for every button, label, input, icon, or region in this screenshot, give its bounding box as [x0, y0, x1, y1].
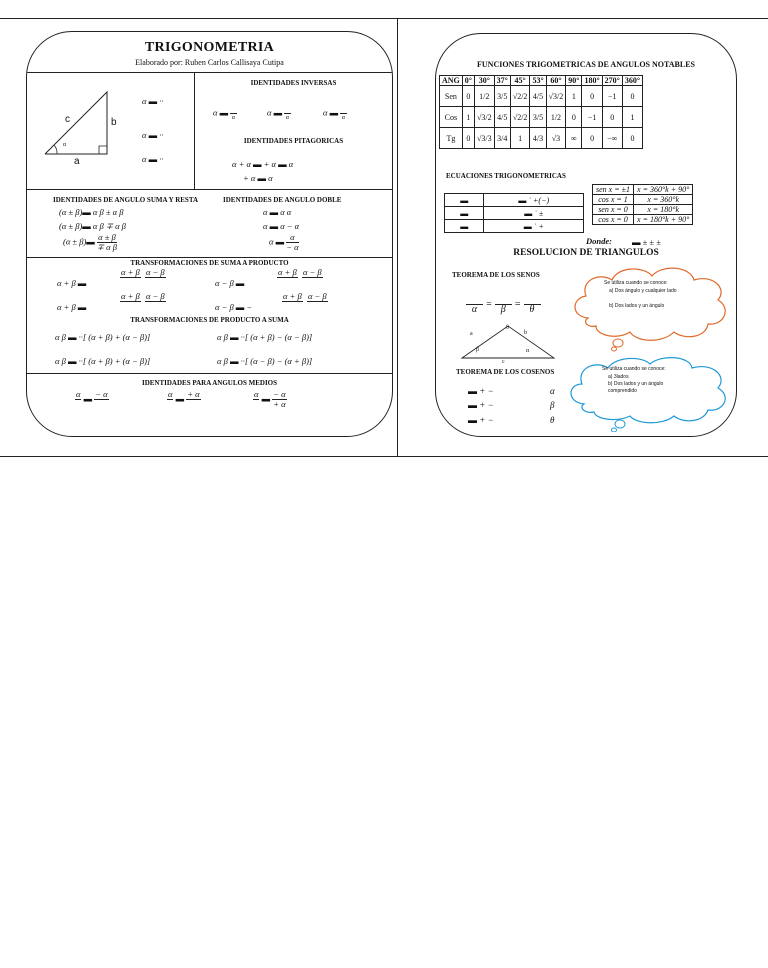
- table-header-cell: 45°: [510, 76, 530, 86]
- table-row: [593, 185, 693, 195]
- producto-suma-heading: TRANSFORMACIONES DE PRODUCTO A SUMA: [130, 316, 289, 324]
- doble-heading: IDENTIDADES DE ANGULO DOBLE: [223, 196, 342, 204]
- table-cell: ▬: [445, 220, 484, 233]
- label-b: b: [524, 330, 527, 336]
- basic-ratio: α ▬ ··: [142, 96, 164, 106]
- cosenos-angle: β: [550, 400, 555, 410]
- pitagorica-identity: + α ▬ α: [243, 173, 273, 183]
- suma-producto-identity: α + β ▬: [57, 278, 87, 288]
- table-cell: 4/5: [530, 86, 546, 107]
- doble-identity: α ▬ α − α: [263, 221, 300, 231]
- donde-label: Donde:: [586, 236, 612, 246]
- table-cell: ∞: [566, 128, 582, 149]
- notables-heading: FUNCIONES TRIGOMETRICAS DE ANGULOS NOTABLES: [477, 60, 695, 69]
- table-row: [445, 220, 584, 233]
- table-cell: √3/2: [546, 86, 566, 107]
- table-row: [445, 207, 584, 220]
- ecuaciones-right-table: [592, 184, 693, 225]
- producto-suma-identity: α β ▬ ··[ (α + β) + (α − β)]: [55, 356, 151, 366]
- inversa-identity: α ▬ α: [213, 104, 237, 123]
- cloud-item: a) Dos ángulo y cualquier lado: [609, 288, 677, 294]
- table-cell: 0: [462, 86, 474, 107]
- basic-ratio: α ▬ ··: [142, 130, 164, 140]
- cosenos-heading: TEOREMA DE LOS COSENOS: [456, 368, 555, 376]
- table-cell: √3/3: [474, 128, 494, 149]
- medio-identity: α ▬ + α: [168, 389, 200, 404]
- table-cell: 0: [622, 128, 642, 149]
- table-header-cell: 37°: [494, 76, 510, 86]
- table-cell: 1: [566, 86, 582, 107]
- suma-resta-identity: (α ± β)▬ $\frac{\alpha \pm \beta}{\text{∓ α β}}$: [63, 232, 117, 252]
- resolucion-heading: RESOLUCION DE TRIANGULOS: [513, 248, 659, 258]
- inversas-heading: IDENTIDADES INVERSAS: [250, 79, 337, 87]
- ecuaciones-left-table: [444, 193, 584, 233]
- table-row: [440, 128, 643, 149]
- suma-producto-identity: α − β ▬ −: [215, 302, 253, 312]
- table-cell: 4/3: [530, 128, 546, 149]
- pitagoricas-heading: IDENTIDADES PITAGORICAS: [243, 137, 344, 145]
- table-row: [593, 195, 693, 205]
- pitagorica-identity: α + α ▬ + α ▬ α: [232, 159, 294, 169]
- table-row: [440, 86, 643, 107]
- cosenos-law: ▬ + −: [468, 386, 494, 396]
- table-cell: x = 180°k: [634, 205, 693, 215]
- cloud-item: b) Dos lados y un ángulo comprendido: [608, 381, 664, 394]
- label-beta: β: [476, 347, 480, 353]
- fraction: α + β α − β: [283, 291, 327, 301]
- fraction: α + β α − β: [278, 267, 322, 277]
- row-label: Tg: [440, 128, 463, 149]
- row-label: Cos: [440, 107, 463, 128]
- donde-values: ▬ ± ± ±: [632, 237, 661, 247]
- cloud-intro: Se utiliza cuando se conoce:: [604, 280, 668, 286]
- table-cell: 0: [582, 128, 602, 149]
- table-header-cell: 360°: [622, 76, 642, 86]
- table-cell: 4/5: [494, 107, 510, 128]
- fraction: α + β α − β: [121, 291, 165, 301]
- table-row: [593, 205, 693, 215]
- table-cell: ▬ ˙ +(−): [484, 194, 584, 207]
- inversa-identity: α ▬ α: [267, 104, 291, 123]
- card-title: TRIGONOMETRIA: [144, 40, 275, 55]
- table-cell: x = 180°k + 90°: [634, 215, 693, 225]
- table-header-cell: ANG: [440, 76, 463, 86]
- table-cell: −∞: [602, 128, 622, 149]
- table-cell: 0: [566, 107, 582, 128]
- table-cell: 0: [582, 86, 602, 107]
- author-line: Elaborado por: Ruben Carlos Callisaya Cutipa: [135, 58, 284, 67]
- table-cell: √3: [546, 128, 566, 149]
- table-cell: 3/5: [494, 86, 510, 107]
- label-c: c: [502, 359, 505, 365]
- producto-suma-identity: α β ▬ ··[ (α − β) − (α + β)]: [217, 356, 313, 366]
- label-alpha: α: [526, 348, 530, 354]
- cosenos-angle: α: [550, 386, 555, 396]
- cloud-item: a) 3lados: [608, 374, 629, 380]
- table-header-cell: 180°: [582, 76, 602, 86]
- medios-heading: IDENTIDADES PARA ANGULOS MEDIOS: [141, 379, 278, 387]
- table-header-cell: 270°: [602, 76, 622, 86]
- label-alpha: α: [63, 142, 67, 148]
- table-cell: sen x = ±1: [593, 185, 634, 195]
- doble-identity: α ▬ $\frac{\alpha}{- \alpha}$: [269, 232, 299, 252]
- suma-resta-identity: (α ± β)▬ α β ± α β: [59, 207, 124, 217]
- producto-suma-identity: α β ▬ ··[ (α + β) − (α − β)]: [217, 332, 313, 342]
- table-header-cell: 53°: [530, 76, 546, 86]
- oblique-triangle-figure: [460, 322, 560, 362]
- senos-heading: TEOREMA DE LOS SENOS: [452, 271, 540, 279]
- table-cell: √2/2: [510, 107, 530, 128]
- table-cell: −1: [582, 107, 602, 128]
- page-divider: [397, 19, 398, 456]
- fraction: α + β α − β: [121, 267, 165, 277]
- table-cell: 0: [602, 107, 622, 128]
- row-label: Sen: [440, 86, 463, 107]
- divider: [27, 72, 392, 73]
- ecuaciones-heading: ECUACIONES TRIGONOMETRICAS: [446, 172, 566, 180]
- table-cell: −1: [602, 86, 622, 107]
- table-header-cell: 0°: [462, 76, 474, 86]
- table-cell: x = 360°k + 90°: [634, 185, 693, 195]
- divider: [27, 189, 392, 190]
- inversa-identity: α ▬ α: [323, 104, 347, 123]
- cloud-intro: Se utiliza cuando se conoce:: [602, 366, 666, 372]
- table-cell: ▬ ˙ +: [484, 220, 584, 233]
- label-theta: θ: [506, 325, 509, 331]
- label-c: c: [65, 114, 70, 125]
- table-cell: sen x = 0: [593, 205, 634, 215]
- table-header-cell: 30°: [474, 76, 494, 86]
- table-cell: ▬: [445, 207, 484, 220]
- table-cell: 3/4: [494, 128, 510, 149]
- table-cell: ▬ ˙ ±: [484, 207, 584, 220]
- table-cell: 1: [622, 107, 642, 128]
- notables-table: [439, 75, 643, 149]
- cosenos-angle: θ: [550, 415, 555, 425]
- divider: [27, 257, 392, 258]
- cosenos-law: ▬ + −: [468, 400, 494, 410]
- table-cell: 1: [462, 107, 474, 128]
- table-cell: √3/2: [474, 107, 494, 128]
- medio-identity: α ▬ $\frac{- \alpha}{+ \alpha}$: [254, 389, 286, 409]
- table-cell: √2/2: [510, 86, 530, 107]
- producto-suma-identity: α β ▬ ··[ (α + β) + (α − β)]: [55, 332, 151, 342]
- table-header-cell: 60°: [546, 76, 566, 86]
- suma-producto-identity: α + β ▬: [57, 302, 87, 312]
- worksheet-strip: [0, 18, 768, 457]
- table-cell: 1/2: [546, 107, 566, 128]
- ecuaciones-right-wrap: [592, 184, 693, 225]
- ecuaciones-left-wrap: [444, 193, 584, 233]
- table-cell: ▬: [445, 194, 484, 207]
- table-cell: 1: [510, 128, 530, 149]
- table-cell: cos x = 0: [593, 215, 634, 225]
- senos-law: α = β = θ: [466, 295, 541, 314]
- table-cell: 0: [462, 128, 474, 149]
- table-cell: cos x = 1: [593, 195, 634, 205]
- table-row: [445, 194, 584, 207]
- table-cell: 3/5: [530, 107, 546, 128]
- label-a: a: [74, 156, 80, 167]
- table-header-cell: 90°: [566, 76, 582, 86]
- cloud-item: b) Dos lados y un ángulo: [609, 303, 665, 309]
- suma-resta-identity: (α ± β)▬ α β ∓ α β: [59, 221, 126, 231]
- label-a: a: [470, 331, 473, 337]
- suma-producto-heading: TRANSFORMACIONES DE SUMA A PRODUCTO: [130, 259, 289, 267]
- suma-resta-heading: IDENTIDADES DE ANGULO SUMA Y RESTA: [53, 196, 199, 204]
- table-cell: 0: [622, 86, 642, 107]
- basic-ratio: α ▬ ··: [142, 154, 164, 164]
- table-cell: x = 360°k: [634, 195, 693, 205]
- triangles-card: [435, 33, 737, 437]
- doble-identity: α ▬ α α: [263, 207, 292, 217]
- notables-table-wrap: [439, 75, 643, 149]
- trigonometria-card: [26, 31, 393, 437]
- divider: [27, 373, 392, 374]
- divider: [194, 72, 195, 189]
- label-b: b: [111, 117, 117, 128]
- table-row: [440, 107, 643, 128]
- right-triangle-figure: [41, 84, 151, 164]
- medio-identity: α ▬ − α: [76, 389, 108, 404]
- table-row: [593, 215, 693, 225]
- cosenos-law: ▬ + −: [468, 415, 494, 425]
- suma-producto-identity: α − β ▬: [215, 278, 245, 288]
- table-cell: 1/2: [474, 86, 494, 107]
